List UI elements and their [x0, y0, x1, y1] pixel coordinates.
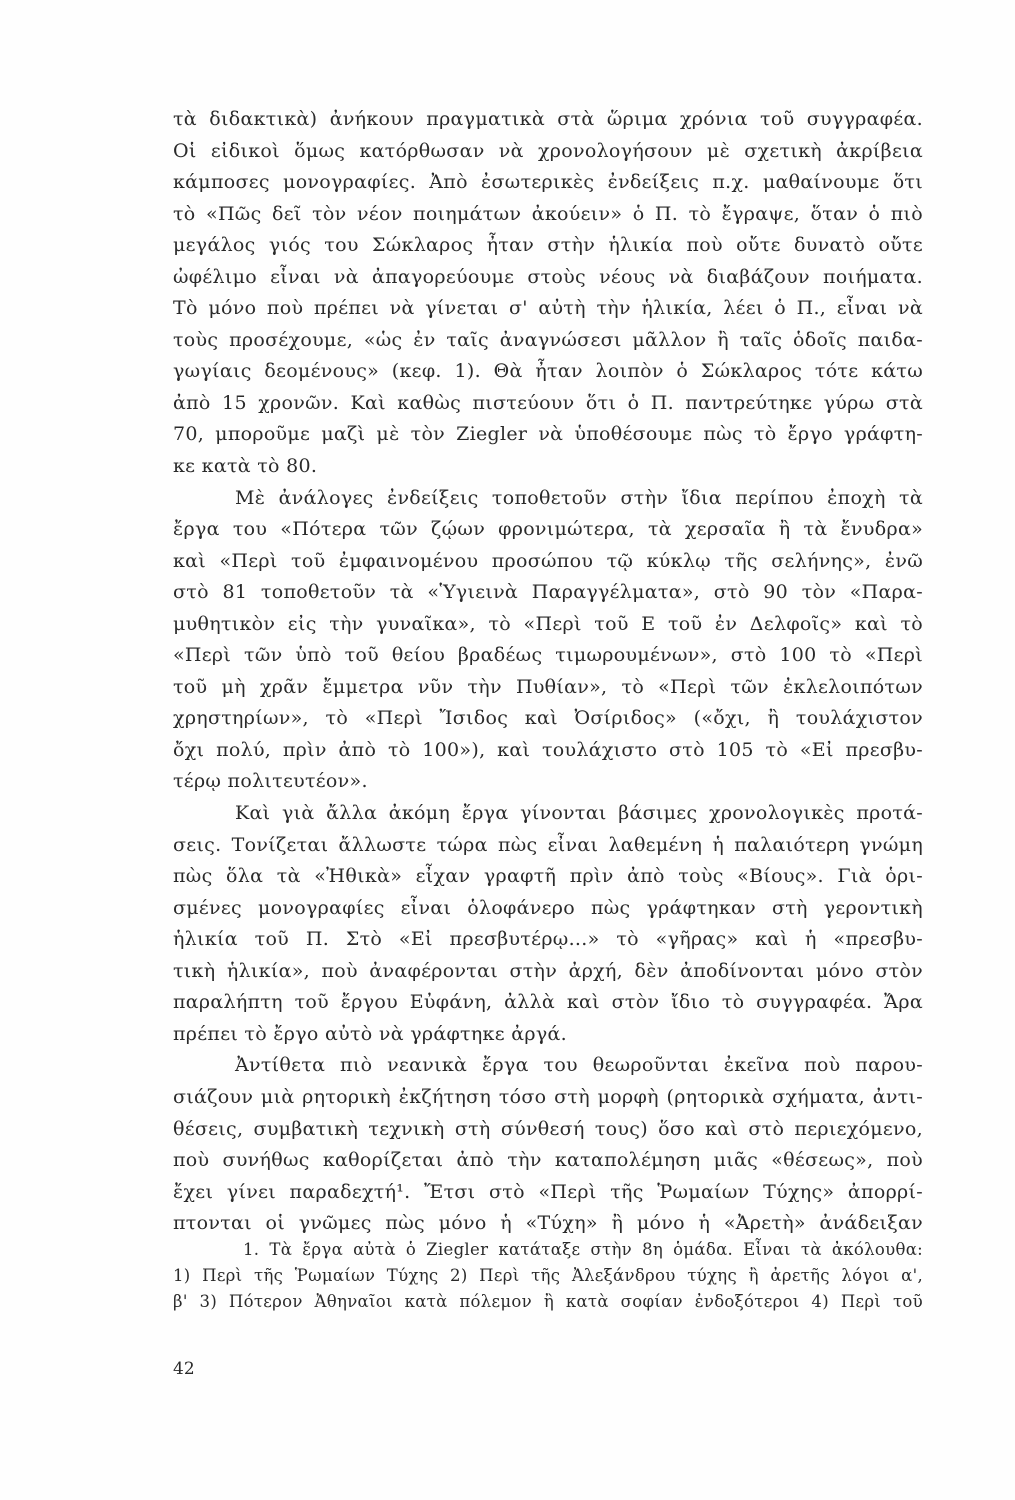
- paragraph-first-line: Μὲ ἀνάλογες ἐνδείξεις τοποθετοῦν στὴν ἴδια περίπου ἐποχὴ τὰ: [235, 486, 923, 509]
- text-line: κε κατὰ τὸ 80.: [173, 455, 318, 478]
- text-line: ὄχι πολύ, πρὶν ἀπὸ τὸ 100»), καὶ τουλάχιστο στὸ 105 τὸ «Εἰ πρεσβυ-: [173, 738, 923, 761]
- page-number: 42: [173, 1359, 195, 1379]
- text-line: τέρῳ πολιτευτέον».: [173, 770, 368, 793]
- text-line: στὸ 81 τοποθετοῦν τὰ «Ὑγιεινὰ Παραγγέλματα», στὸ 90 τὸν «Παρα-: [173, 581, 923, 604]
- text-line: μυθητικὸν εἰς τὴν γυναῖκα», τὸ «Περὶ τοῦ Ε τοῦ ἐν Δελφοῖς» καὶ τὸ: [173, 612, 923, 635]
- text-line: χρηστηρίων», τὸ «Περὶ Ἴσιδος καὶ Ὀσίριδος» («ὄχι, ἢ τουλάχιστον: [173, 707, 923, 730]
- text-line: ἀπὸ 15 χρονῶν. Καὶ καθὼς πιστεύουν ὅτι ὁ Π. παντρεύτηκε γύρω στὰ: [173, 391, 923, 414]
- text-line: τοὺς προσέχουμε, «ὡς ἐν ταῖς ἀναγνώσεσι μᾶλλον ἢ ταῖς ὁδοῖς παιδα-: [173, 328, 923, 351]
- text-line: ἡλικία τοῦ Π. Στὸ «Εἰ πρεσβυτέρῳ...» τὸ «γῆρας» καὶ ἡ «πρεσβυ-: [173, 928, 923, 951]
- paragraph-first-line: Ἀντίθετα πιὸ νεανικὰ ἔργα του θεωροῦνται ἐκεῖνα ποὺ παρου-: [235, 1054, 923, 1077]
- text-line: πὼς ὅλα τὰ «Ἠθικὰ» εἶχαν γραφτῆ πρὶν ἀπὸ τοὺς «Βίους». Γιὰ ὁρι-: [173, 865, 923, 888]
- text-line: καὶ «Περὶ τοῦ ἐμφαινομένου προσώπου τῷ κύκλῳ τῆς σελήνης», ἐνῶ: [173, 549, 923, 572]
- footnote-line: 1. Τὰ ἔργα αὐτὰ ὁ Ziegler κατάταξε στὴν 8η ὁμάδα. Εἶναι τὰ ἀκόλουθα:: [243, 1240, 923, 1259]
- text-line: παραλήπτη τοῦ ἔργου Εὐφάνη, ἀλλὰ καὶ στὸν ἴδιο τὸ συγγραφέα. Ἄρα: [173, 991, 923, 1014]
- text-line: ὠφέλιμο εἶναι νὰ ἀπαγορεύουμε στοὺς νέους νὰ διαβάζουν ποιήματα.: [173, 265, 923, 288]
- text-line: Τὸ μόνο ποὺ πρέπει νὰ γίνεται σ' αὐτὴ τὴν ἡλικία, λέει ὁ Π., εἶναι νὰ: [173, 297, 923, 320]
- text-line: 70, μποροῦμε μαζὶ μὲ τὸν Ziegler νὰ ὑποθέσουμε πὼς τὸ ἔργο γράφτη-: [173, 423, 923, 446]
- text-line: μεγάλος γιός του Σώκλαρος ἦταν στὴν ἡλικία ποὺ οὔτε δυνατὸ οὔτε: [173, 234, 923, 257]
- footnotes: [173, 1237, 923, 1315]
- text-line: σιάζουν μιὰ ρητορικὴ ἐκζήτηση τόσο στὴ μορφὴ (ρητορικὰ σχήματα, ἀντι-: [173, 1085, 923, 1108]
- text-line: «Περὶ τῶν ὑπὸ τοῦ θείου βραδέως τιμωρουμένων», στὸ 100 τὸ «Περὶ: [173, 644, 923, 667]
- text-line: γωγίαις δεομένους» (κεφ. 1). Θὰ ἦταν λοιπὸν ὁ Σώκλαρος τότε κάτω: [173, 360, 923, 383]
- text-line: κάμποσες μονογραφίες. Ἀπὸ ἐσωτερικὲς ἐνδείξεις π.χ. μαθαίνουμε ὅτι: [173, 171, 923, 194]
- text-line: τοῦ μὴ χρᾶν ἔμμετρα νῦν τὴν Πυθίαν», τὸ «Περὶ τῶν ἐκλελοιπότων: [173, 675, 923, 698]
- text-line: σμένες μονογραφίες εἶναι ὁλοφάνερο πὼς γράφτηκαν στὴ γεροντικὴ: [173, 896, 923, 919]
- text-line: τὰ διδακτικὰ) ἀνήκουν πραγματικὰ στὰ ὥριμα χρόνια τοῦ συγγραφέα.: [173, 108, 923, 130]
- text-line: τὸ «Πῶς δεῖ τὸν νέον ποιημάτων ἀκούειν» ὁ Π. τὸ ἔγραψε, ὅταν ὁ πιὸ: [173, 202, 923, 225]
- text-line: ἔργα του «Πότερα τῶν ζῴων φρονιμώτερα, τὰ χερσαῖα ἢ τὰ ἔνυδρα»: [173, 518, 923, 541]
- text-line: θέσεις, συμβατικὴ τεχνικὴ στὴ σύνθεσή τους) ὅσο καὶ στὸ περιεχόμενο,: [173, 1117, 923, 1140]
- text-line: ἔχει γίνει παραδεχτή¹. Ἔτσι στὸ «Περὶ τῆς Ῥωμαίων Τύχης» ἀπορρί-: [173, 1180, 923, 1203]
- text-line: σεις. Τονίζεται ἄλλωστε τώρα πὼς εἶναι λαθεμένη ἡ παλαιότερη γνώμη: [173, 833, 923, 856]
- text-line: πρέπει τὸ ἔργο αὐτὸ νὰ γράφτηκε ἀργά.: [173, 1022, 567, 1045]
- footnote-line: 1) Περὶ τῆς Ῥωμαίων Τύχης 2) Περὶ τῆς Ἀλεξάνδρου τύχης ἢ ἀρετῆς λόγοι α',: [173, 1266, 923, 1285]
- body-text: [173, 104, 923, 1240]
- text-line: ποὺ συνήθως καθορίζεται ἀπὸ τὴν καταπολέμηση μιᾶς «θέσεως», ποὺ: [173, 1149, 923, 1172]
- paragraph-first-line: Καὶ γιὰ ἄλλα ἀκόμη ἔργα γίνονται βάσιμες χρονολογικὲς προτά-: [235, 802, 923, 825]
- text-line: τικὴ ἡλικία», ποὺ ἀναφέρονται στὴν ἀρχή, δὲν ἀποδίνονται μόνο στὸν: [173, 959, 923, 982]
- footnote-line: β' 3) Πότερον Ἀθηναῖοι κατὰ πόλεμον ἢ κατὰ σοφίαν ἐνδοξότεροι 4) Περὶ τοῦ: [173, 1292, 923, 1311]
- text-line: πτονται οἱ γνῶμες πὼς μόνο ἡ «Τύχη» ἢ μόνο ἡ «Ἀρετὴ» ἀνάδειξαν: [173, 1212, 923, 1235]
- text-line: Οἱ εἰδικοὶ ὅμως κατόρθωσαν νὰ χρονολογήσουν μὲ σχετικὴ ἀκρίβεια: [173, 139, 923, 162]
